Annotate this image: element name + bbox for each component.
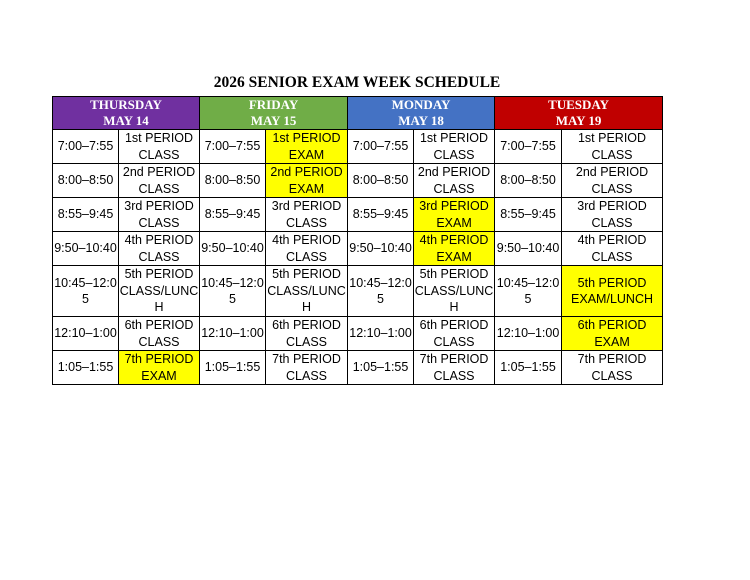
time-cell: 12:10–1:00 <box>53 317 119 351</box>
class-cell <box>562 164 663 198</box>
period-label: 6th PERIOD <box>577 318 647 332</box>
period-label: 5th PERIOD <box>272 267 341 282</box>
activity-label: CLASS <box>138 334 180 349</box>
time-cell: 8:00–8:50 <box>53 164 119 198</box>
period-label: 5th PERIOD <box>124 267 194 282</box>
time-cell: 10:45–12:05 <box>200 266 266 317</box>
period-label: 5th PERIOD <box>577 275 647 290</box>
schedule-row <box>53 266 663 317</box>
activity-label: CLASS/LUNCH <box>414 283 494 315</box>
schedule-row <box>53 351 663 385</box>
class-cell <box>266 266 348 317</box>
period-label: 4th PERIOD <box>419 233 489 247</box>
period-label: 3rd PERIOD <box>124 199 194 213</box>
period-label: 4th PERIOD <box>124 233 194 247</box>
period-label: 2nd PERIOD <box>575 165 649 179</box>
exam-cell <box>266 130 348 164</box>
exam-cell <box>266 164 348 198</box>
activity-label: CLASS <box>138 249 180 264</box>
time-cell: 10:45–12:05 <box>348 266 414 317</box>
class-cell <box>119 317 200 351</box>
period-label: 6th PERIOD <box>272 318 341 332</box>
time-cell: 12:10–1:00 <box>200 317 266 351</box>
time-cell: 9:50–10:40 <box>53 232 119 266</box>
activity-label: EXAM <box>594 334 630 349</box>
activity-label: CLASS <box>286 368 328 383</box>
day-date: MAY 14 <box>103 113 149 128</box>
period-label: 1st PERIOD <box>124 131 194 145</box>
activity-label: CLASS <box>591 147 633 162</box>
class-cell <box>119 232 200 266</box>
time-cell: 7:00–7:55 <box>53 130 119 164</box>
class-cell <box>119 130 200 164</box>
time-cell: 8:00–8:50 <box>495 164 562 198</box>
class-cell <box>414 351 495 385</box>
day-name: THURSDAY <box>90 97 162 112</box>
schedule-row <box>53 130 663 164</box>
activity-label: CLASS <box>286 334 328 349</box>
activity-label: CLASS/LUNCH <box>267 283 346 315</box>
day-header-friday <box>200 97 348 130</box>
schedule-row <box>53 317 663 351</box>
time-cell: 7:00–7:55 <box>495 130 562 164</box>
activity-label: CLASS <box>138 147 180 162</box>
period-label: 6th PERIOD <box>419 318 489 332</box>
period-label: 2nd PERIOD <box>270 165 343 179</box>
activity-label: CLASS <box>286 215 328 230</box>
class-cell <box>562 351 663 385</box>
class-cell <box>266 198 348 232</box>
period-label: 7th PERIOD <box>419 352 489 366</box>
period-label: 4th PERIOD <box>577 233 647 247</box>
time-cell: 1:05–1:55 <box>495 351 562 385</box>
period-label: 1st PERIOD <box>577 131 647 145</box>
time-cell: 8:55–9:45 <box>53 198 119 232</box>
exam-cell <box>414 198 495 232</box>
period-label: 3rd PERIOD <box>577 199 647 213</box>
schedule-body <box>53 130 663 385</box>
period-label: 4th PERIOD <box>272 233 341 247</box>
time-cell: 8:55–9:45 <box>495 198 562 232</box>
day-name: MONDAY <box>391 97 451 112</box>
activity-label: EXAM <box>436 249 472 264</box>
activity-label: CLASS <box>138 215 180 230</box>
period-label: 7th PERIOD <box>124 352 194 366</box>
period-label: 7th PERIOD <box>577 352 647 366</box>
exam-cell <box>119 351 200 385</box>
day-date: MAY 19 <box>555 113 602 128</box>
class-cell <box>414 317 495 351</box>
time-cell: 1:05–1:55 <box>348 351 414 385</box>
activity-label: EXAM <box>141 368 177 383</box>
day-header-row <box>53 97 663 130</box>
exam-cell <box>562 317 663 351</box>
period-label: 1st PERIOD <box>272 131 341 145</box>
period-label: 2nd PERIOD <box>122 165 196 179</box>
activity-label: CLASS <box>138 181 180 196</box>
class-cell <box>414 266 495 317</box>
class-cell <box>562 130 663 164</box>
time-cell: 8:00–8:50 <box>200 164 266 198</box>
time-cell: 8:00–8:50 <box>348 164 414 198</box>
exam-cell <box>562 266 663 317</box>
activity-label: CLASS <box>591 215 633 230</box>
time-cell: 1:05–1:55 <box>53 351 119 385</box>
activity-label: CLASS <box>591 368 633 383</box>
time-cell: 9:50–10:40 <box>495 232 562 266</box>
time-cell: 7:00–7:55 <box>348 130 414 164</box>
day-name: TUESDAY <box>548 97 609 112</box>
class-cell <box>266 317 348 351</box>
period-label: 5th PERIOD <box>419 267 489 282</box>
day-header-tuesday <box>495 97 663 130</box>
exam-cell <box>414 232 495 266</box>
time-cell: 12:10–1:00 <box>495 317 562 351</box>
day-date: MAY 18 <box>398 113 444 128</box>
activity-label: CLASS <box>433 368 475 383</box>
class-cell <box>266 351 348 385</box>
time-cell: 7:00–7:55 <box>200 130 266 164</box>
period-label: 2nd PERIOD <box>417 165 491 179</box>
class-cell <box>414 164 495 198</box>
day-date: MAY 15 <box>250 113 297 128</box>
time-cell: 8:55–9:45 <box>200 198 266 232</box>
period-label: 7th PERIOD <box>272 352 341 366</box>
day-header-monday <box>348 97 495 130</box>
time-cell: 9:50–10:40 <box>348 232 414 266</box>
activity-label: CLASS <box>433 181 475 196</box>
class-cell <box>414 130 495 164</box>
class-cell <box>119 198 200 232</box>
activity-label: EXAM <box>288 147 325 162</box>
activity-label: EXAM/LUNCH <box>571 292 654 306</box>
schedule-row <box>53 198 663 232</box>
time-cell: 10:45–12:05 <box>495 266 562 317</box>
period-label: 3rd PERIOD <box>419 199 489 213</box>
schedule-row <box>53 232 663 266</box>
activity-label: EXAM <box>436 215 472 230</box>
period-label: 6th PERIOD <box>124 318 194 332</box>
activity-label: CLASS <box>591 249 633 264</box>
activity-label: CLASS <box>433 147 475 162</box>
activity-label: CLASS <box>286 249 328 264</box>
period-label: 3rd PERIOD <box>271 199 342 213</box>
page-title: 2026 SENIOR EXAM WEEK SCHEDULE <box>213 74 501 91</box>
activity-label: EXAM <box>288 181 325 196</box>
class-cell <box>119 164 200 198</box>
period-label: 1st PERIOD <box>419 131 489 145</box>
time-cell: 9:50–10:40 <box>200 232 266 266</box>
schedule-row <box>53 164 663 198</box>
time-cell: 1:05–1:55 <box>200 351 266 385</box>
activity-label: CLASS/LUNCH <box>119 283 199 315</box>
time-cell: 8:55–9:45 <box>348 198 414 232</box>
activity-label: CLASS <box>591 181 633 196</box>
time-cell: 12:10–1:00 <box>348 317 414 351</box>
class-cell <box>119 266 200 317</box>
day-header-thursday <box>53 97 200 130</box>
class-cell <box>562 232 663 266</box>
time-cell: 10:45–12:05 <box>53 266 119 317</box>
day-name: FRIDAY <box>248 97 299 112</box>
class-cell <box>266 232 348 266</box>
exam-schedule-table <box>52 96 663 385</box>
class-cell <box>562 198 663 232</box>
activity-label: CLASS <box>433 334 475 349</box>
